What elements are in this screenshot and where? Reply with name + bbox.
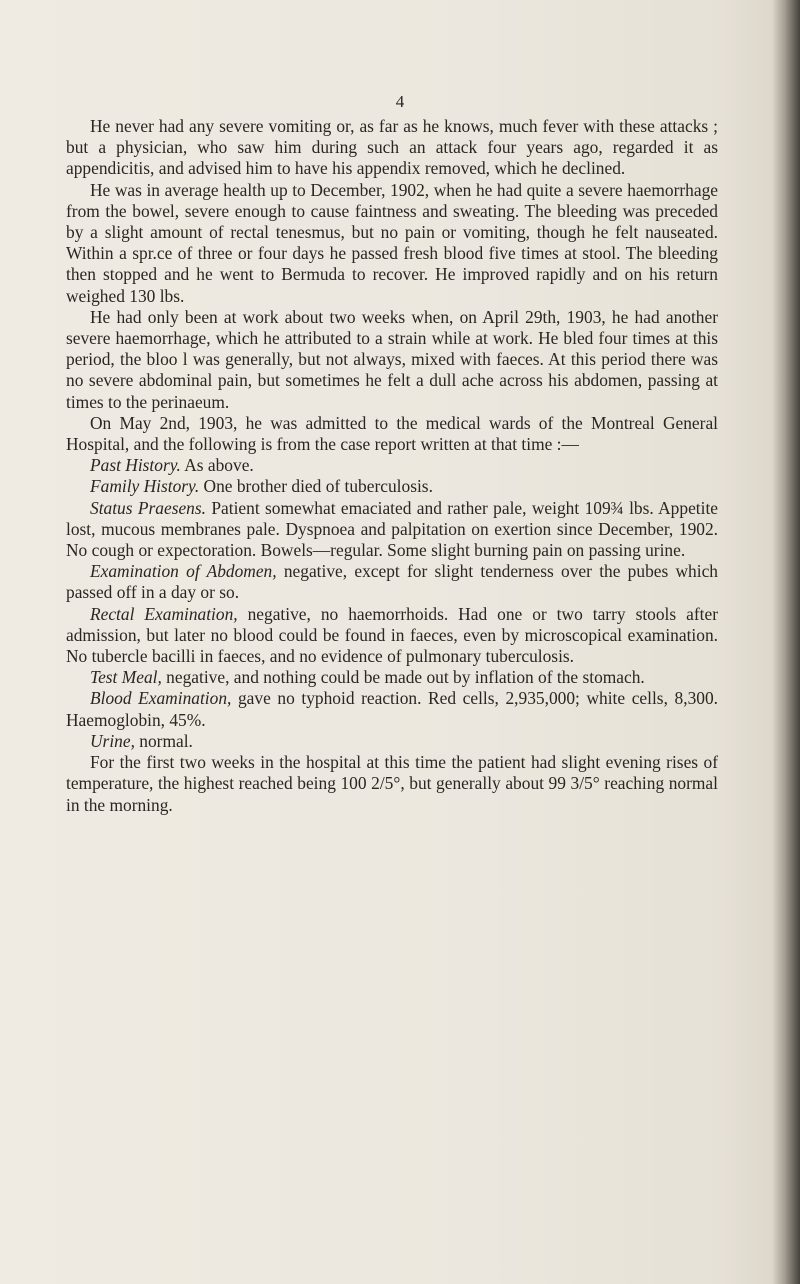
paragraph [66,731,718,752]
paragraph [66,413,718,455]
paragraph-text: negative, no haemorrhoids. Had one or two tarry stools after admission, but later no blood could be found in faeces, even by microscopical examination. No tubercle bacilli in faeces, and no evidence of pulmonary tuberculosis. [66,603,718,667]
paragraph-lead: Blood Examination, [90,688,232,709]
paragraph-text: negative, and nothing could be made out by inflation of the stomach. [161,667,645,688]
paragraph [66,561,718,603]
paragraph-text: For the first two weeks in the hospital at this time the patient had slight evening rises of temperature, the highest reached being 100 2/5°, but generally about 99 3/5° reaching normal in the morning. [66,752,718,815]
paragraph [66,116,718,180]
paragraph [66,180,718,307]
paragraph-lead: Family History. [90,476,200,497]
paragraph-text: He never had any severe vomiting or, as far as he knows, much fever with these attacks ; but a physician, who saw him during such an attack four years ago, regarded it as appendicitis, and advised him to have his appendix removed, which he declined. [66,116,718,179]
paragraph-text: As above. [180,455,254,476]
paragraph [66,476,718,497]
paragraph [66,498,718,562]
paragraph [66,604,718,668]
paragraph-text: He was in average health up to December, 1902, when he had quite a severe haemorrhage from the bowel, severe enough to cause faintness and sweating. The bleeding was preceded by a slight amount of rectal tenesmus, but no pain or vomiting, though he felt nauseated. Within a spr.ce of three or four days he passed fresh blood five times at stool. The bleeding then stopped and he went to Bermuda to recover. He improved rapidly and on his return weighed 130 lbs. [66,179,718,306]
page-edge-shadow [772,0,800,1284]
paragraph-text: He had only been at work about two weeks when, on April 29th, 1903, he had another severe haemorrhage, which he attributed to a strain while at work. He bled four times at this period, the bloo l was generally, but not always, mixed with faeces. At this period there was no severe abdominal pain, but sometimes he felt a dull ache across his abdomen, passing at times to the perinaeum. [66,306,718,412]
paragraph-lead: Urine, [90,730,135,751]
paragraph [66,455,718,476]
paragraph-text: On May 2nd, 1903, he was admitted to the medical wards of the Montreal General Hospital, and the following is from the case report written at that time :— [66,412,718,455]
paragraph [66,307,718,413]
paragraph-lead: Status Praesens. [90,497,206,518]
paragraph [66,688,718,730]
paragraph-text: Patient somewhat emaciated and rather pale, weight 109¾ lbs. Appetite lost, mucous membranes pale. Dyspnoea and palpitation on exertion since December, 1902. No cough or expectoration. Bowels—regular. Some slight burning pain on passing urine. [66,497,719,561]
paragraph-text: normal. [134,730,193,751]
page-number: 4 [395,92,405,111]
paragraph-text: One brother died of tuberculosis. [199,476,433,497]
paragraph [66,752,718,816]
paragraph-text: gave no typhoid reaction. Red cells, 2,935,000; white cells, 8,300. Haemoglobin, 45%. [66,688,718,730]
paragraph-lead: Examination of Abdomen, [90,561,277,582]
paragraph [66,667,718,688]
paragraph-text: negative, except for slight tenderness over the pubes which passed off in a day or so. [66,561,719,603]
paragraph-lead: Past History. [90,455,181,476]
paragraph-lead: Test Meal, [90,667,162,688]
paragraph-lead: Rectal Examination, [90,603,238,624]
body-text [66,116,718,816]
